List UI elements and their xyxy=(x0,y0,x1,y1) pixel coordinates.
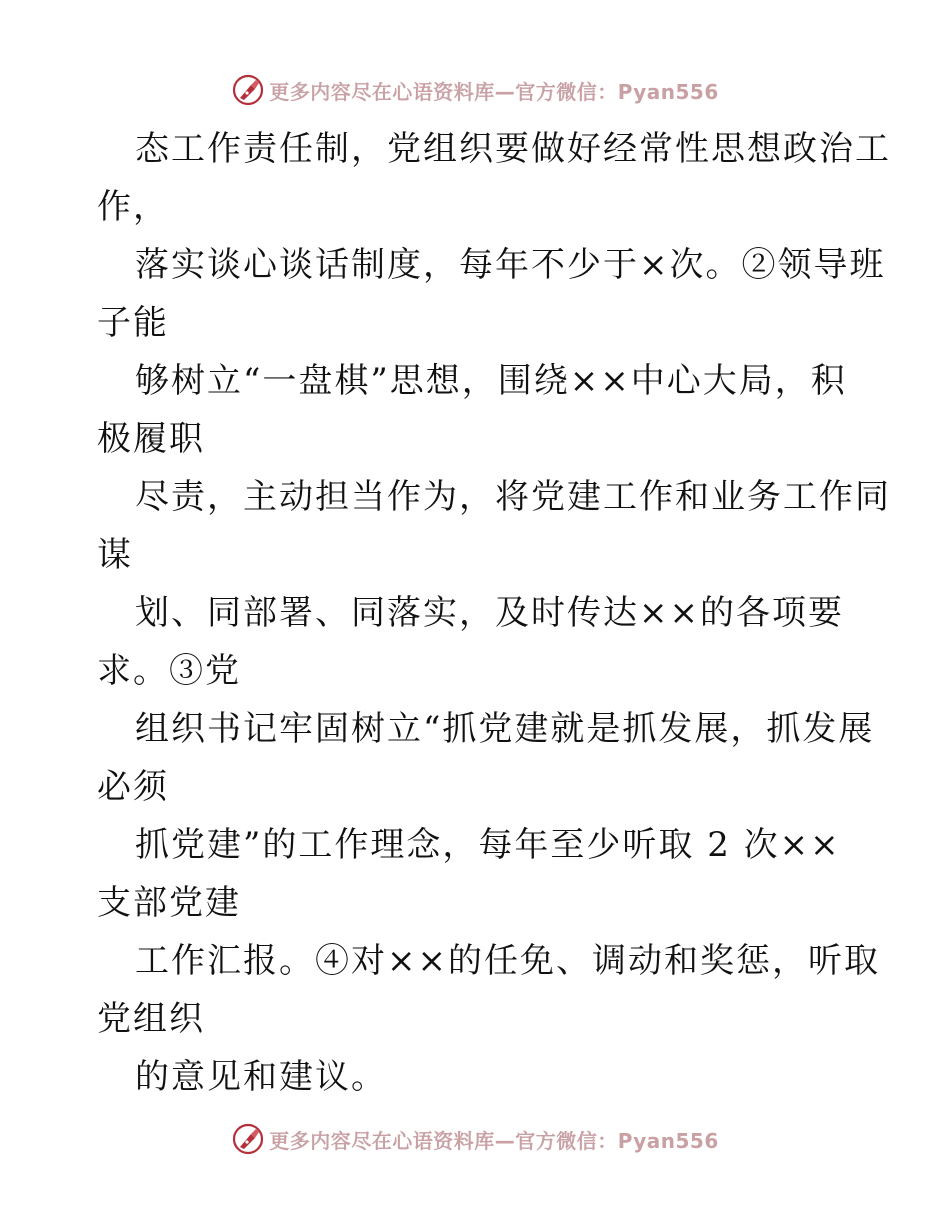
paragraph-line: 态工作责任制，党组织要做好经常性思想政治工 xyxy=(135,129,891,169)
header-watermark xyxy=(0,70,950,110)
paragraph-line: 谋 xyxy=(97,535,133,575)
paragraph-line: 的意见和建议。 xyxy=(135,1057,387,1097)
paragraph-line: 划、同部署、同落实，及时传达××的各项要 xyxy=(135,593,844,633)
paragraph-line: 党组织 xyxy=(97,999,205,1039)
watermark-text: 更多内容尽在心语资料库—官方微信：Pyan556 xyxy=(269,1128,719,1153)
paragraph-line: 工作汇报。④对××的任免、调动和奖惩，听取 xyxy=(135,941,880,981)
paragraph-line: 支部党建 xyxy=(97,883,241,923)
paragraph-line: 极履职 xyxy=(97,419,205,459)
paragraph-line: 够树立“一盘棋”思想，围绕××中心大局，积 xyxy=(135,361,847,401)
paragraph-line: 尽责，主动担当作为，将党建工作和业务工作同 xyxy=(135,477,891,517)
footer-watermark xyxy=(0,1119,950,1159)
paragraph-line: 必须 xyxy=(97,767,169,807)
pen-nib-logo-icon xyxy=(231,73,265,107)
paragraph-line: 作， xyxy=(97,187,169,227)
paragraph-line: 组织书记牢固树立“抓党建就是抓发展，抓发展 xyxy=(135,709,875,749)
paragraph-line: 子能 xyxy=(97,303,169,343)
paragraph-line: 求。③党 xyxy=(97,651,241,691)
watermark-text: 更多内容尽在心语资料库—官方微信：Pyan556 xyxy=(269,79,719,104)
pen-nib-logo-icon xyxy=(231,1122,265,1156)
paragraph-line: 抓党建”的工作理念，每年至少听取 2 次×× xyxy=(135,825,841,865)
paragraph-line: 落实谈心谈话制度，每年不少于×次。②领导班 xyxy=(135,245,886,285)
